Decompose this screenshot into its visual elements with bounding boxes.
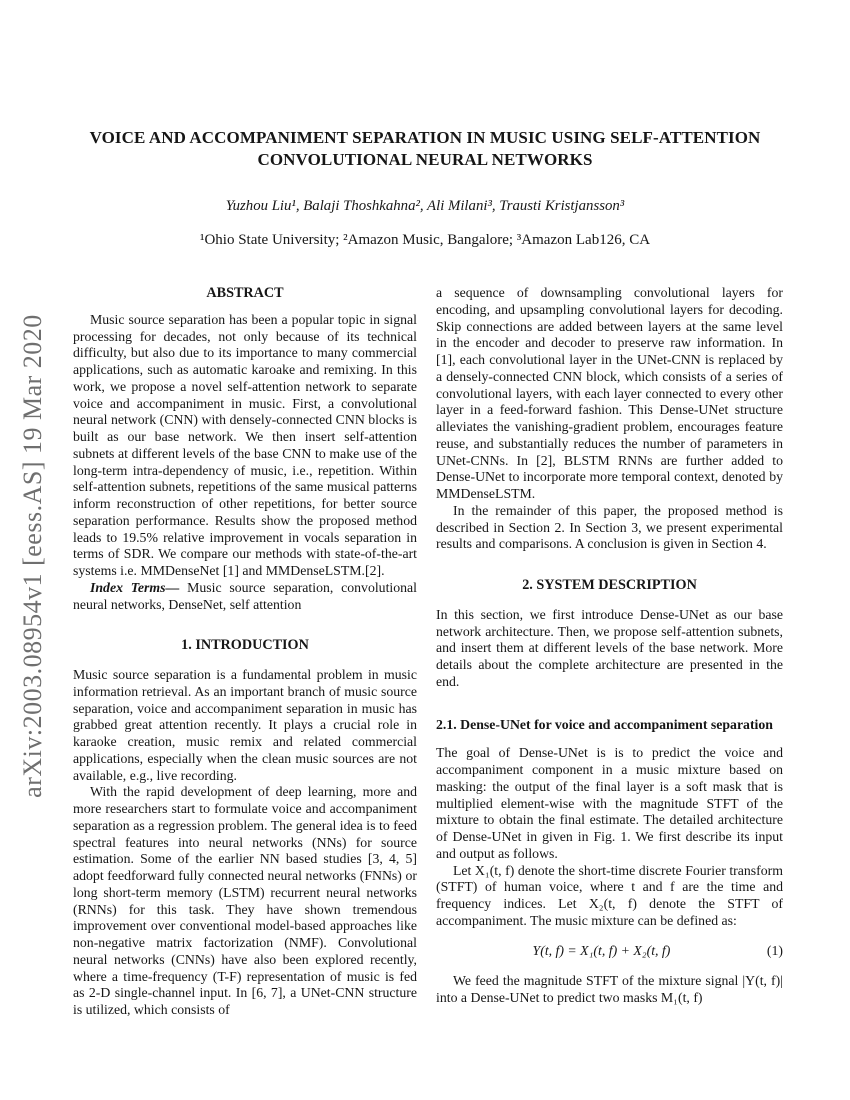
abstract-heading: ABSTRACT (206, 285, 284, 301)
paper-affiliations: ¹Ohio State University; ²Amazon Music, Bangalore; ³Amazon Lab126, CA (199, 232, 651, 248)
subsection-2-1-heading: 2.1. Dense-UNet for voice and accompaniment separation (436, 716, 773, 732)
arxiv-watermark: arXiv:2003.08954v1 [eess.AS] 19 Mar 2020 (18, 314, 47, 798)
paper-header (0, 127, 850, 249)
paper-authors: Yuzhou Liu¹, Balaji Thoshkahna², Ali Milani³, Trausti Kristjansson³ (225, 198, 625, 214)
section-1-heading: 1. INTRODUCTION (181, 637, 309, 654)
roadmap-paragraph: In the remainder of this paper, the proposed method is described in Section 2. In Section 3, we present experimental results and comparisons. A conclusion is given in Section 4. (436, 502, 783, 552)
equation-1-row (436, 943, 783, 960)
intro-paragraph-2: With the rapid development of deep learning, more and more researchers start to formulate voice and accompaniment separation as a regression problem. The general idea is to feed spectral features into neural networks (NNs) for source estimation. Some of the earlier NN based studies [3, 4, 5] adopt feedforward fully connected neural networks (FNNs) or long short-term memory (LSTM) recurrent neural networks (RNNs) for this task. They have shown tremendous improvement over conventional model-based approaches like non-negative matrix factorization (NMF). Convolutional neural networks (CNNs) have also been explored recently, where a time-frequency (T-F) representation of music is fed as 2-D single-channel input. In [6, 7], a UNet-CNN structure is utilized, which consists of (73, 784, 417, 1017)
mixture-feed-paragraph: We feed the magnitude STFT of the mixture signal |Y(t, f)| into a Dense-UNet to predict two masks M₁(t, f) (436, 973, 783, 1005)
paper-title-line-1: VOICE AND ACCOMPANIMENT SEPARATION IN MUSIC USING SELF-ATTENTION (89, 128, 761, 147)
intro-paragraph-1: Music source separation is a fundamental problem in music information retrieval. As an important branch of music source separation, voice and accompaniment separation in music has grabbed great attention recently. It plays a crucial role in karaoke creation, music remix and related commercial applications, especially when the clean music sources are not available, e.g., live recording. (73, 667, 417, 783)
left-column (73, 285, 417, 1019)
stft-definition-paragraph: Let X₁(t, f) denote the short-time discrete Fourier transform (STFT) of human voice, where t and f are the time and frequency indices. Let X₂(t, f) denote the STFT of accompaniment. The music mixture can be defined as: (436, 862, 783, 928)
equation-1-number: (1) (766, 942, 783, 958)
abstract-text: Music source separation has been a popular topic in signal processing for decades, not only because of its technical difficulty, but also due to its importance to many commercial applications, such as automatic karoake and remixing. In this work, we propose a novel self-attention network to separate voice and accompaniment in music. First, a convolutional neural network (CNN) with densely-connected CNN blocks is built as our base network. We then insert self-attention subnets at different levels of the base CNN to make use of the long-term intra-dependency of music, i.e., repetition. Within self-attention subnets, repetitions of the same musical patterns inform reconstruction of other repetitions, for better source separation performance. Results show the proposed method leads to 19.5% relative improvement in vocals separation in terms of SDR. We compare our methods with state-of-the-art systems i.e. MMDenseNet [1] and MMDenseLSTM.[2]. (73, 311, 417, 578)
section-2-intro-paragraph: In this section, we first introduce Dense-UNet as our base network architecture. Then, we propose self-attention subnets, and insert them at different levels of the base network. More details about the complete architecture are presented in the end. (436, 606, 783, 689)
equation-1: Y(t, f) = X₁(t, f) + X₂(t, f) (532, 942, 671, 958)
right-column (436, 285, 783, 1007)
section-2-heading: 2. SYSTEM DESCRIPTION (522, 577, 697, 593)
index-terms-text: Music source separation, convolutional neural networks, DenseNet, self attention (73, 579, 417, 612)
dense-unet-goal-paragraph: The goal of Dense-UNet is is to predict the voice and accompaniment component in a music mixture based on masking: the output of the final layer is a soft mask that is multiplied element-wise with the magnitude STFT of the mixture to obtain the final estimate. The detailed architecture of Dense-UNet in given in Fig. 1. We first describe its input and output as follows. (436, 745, 783, 861)
index-terms-label: Index Terms— (90, 579, 180, 595)
index-terms (73, 580, 417, 614)
paper-title-line-2: CONVOLUTIONAL NEURAL NETWORKS (257, 150, 593, 169)
continuation-paragraph: a sequence of downsampling convolutional layers for encoding, and upsampling convolutional layers for decoding. Skip connections are added between layers at the same level in the encoder and decoder to preserve raw information. In [1], each convolutional layer in the UNet-CNN is replaced by a densely-connected CNN block, which consists of a series of convolutional layers, with each layer connected to every other layer in a feed-forward fashion. This Dense-UNet structure alleviates the vanishing-gradient problem, encourages feature reuse, and substantially reduces the number of parameters in UNet-CNNs. In [2], BLSTM RNNs are further added to Dense-UNet to incorporate more temporal context, denoted by MMDenseLSTM. (436, 285, 783, 501)
